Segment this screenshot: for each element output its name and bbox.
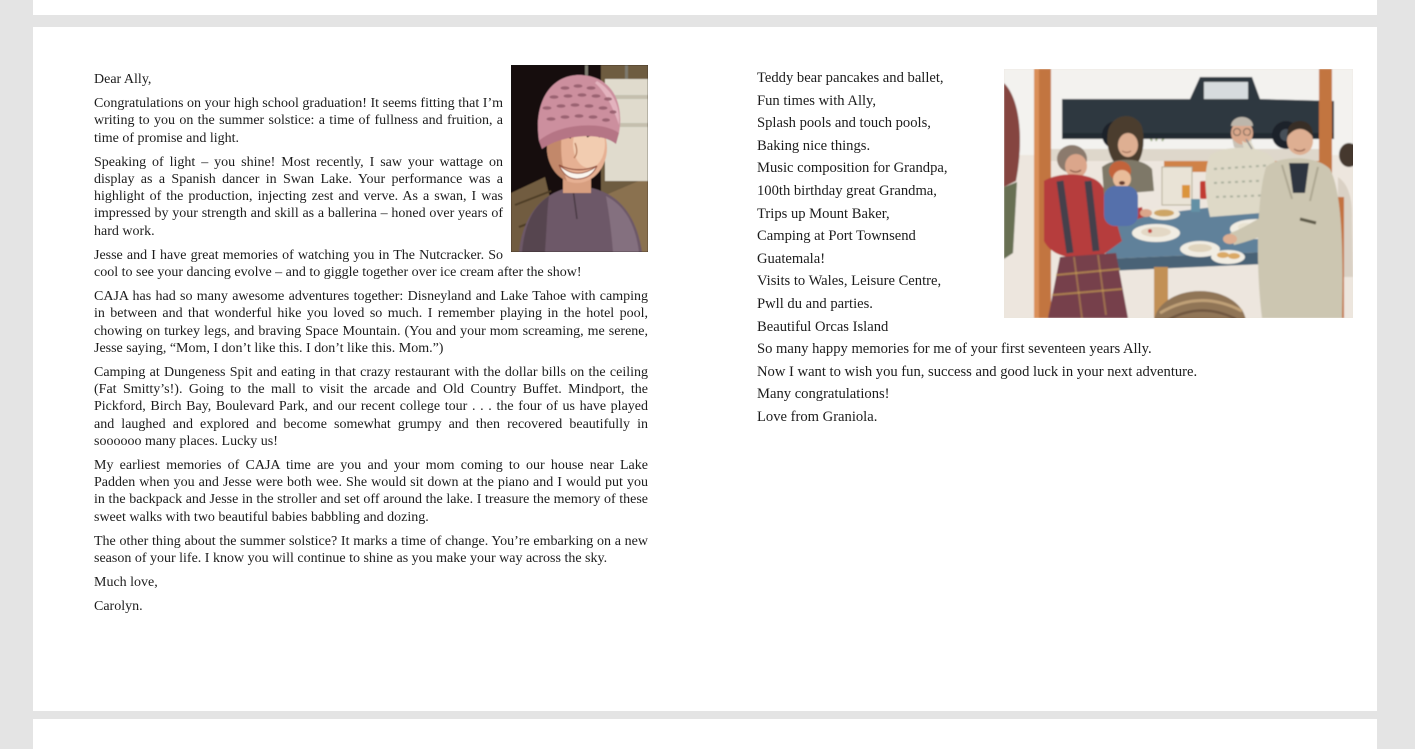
portrait-photo-image [511, 65, 648, 252]
letter-salutation: Dear Ally, [94, 72, 152, 87]
previous-page-edge [33, 0, 1377, 15]
book-spread [33, 27, 1377, 711]
memories-page [757, 67, 1353, 429]
poem-line: Fun times with Ally, [757, 92, 877, 109]
poem-line: Music composition for Grandpa, [757, 160, 948, 177]
letter-paragraph: CAJA has had so many awesome adventures together: Disneyland and Lake Tahoe with camping in between and that wonderful hike you loved so much. I remember playing in the hotel pool, chowing on turkey legs, and braving Space Mountain. (You and your mom screaming, me serene, Jesse saying, “Mom, I don’t like this. I don’t like this. Mom.”) [94, 289, 648, 356]
poem-line: Visits to Wales, Leisure Centre, [757, 273, 942, 290]
poem-line: Camping at Port Townsend [757, 228, 916, 245]
letter-signature: Carolyn. [94, 599, 143, 615]
poem-line: Splash pools and touch pools, [757, 115, 931, 132]
letter-paragraph: Camping at Dungeness Spit and eating in that crazy restaurant with the dollar bills on the ceiling (Fat Smitty’s!). Going to the mall to visit the arcade and Old Country Buffet. Mindport, the Pickford, Birch Bay, Boulevard Park, and our recent college tour . . . the four of us have played and laughed and explored and become somewhat grumpy and then recovered beautifully in soooooo many places. Lucky us! [94, 365, 648, 449]
letter-closing: Much love, [94, 575, 158, 591]
portrait-photo [511, 65, 648, 252]
poem-line: Baking nice things. [757, 137, 871, 154]
poem-line: Pwll du and parties. [757, 295, 873, 312]
poem-line: 100th birthday great Grandma, [757, 182, 937, 199]
letter-paragraph: Speaking of light – you shine! Most recently, I saw your wattage on display as a Spanish dancer in Swan Lake. Your performance was a highlight of the production, injecting zest and verve. As a swan, I was impressed by your strength and skill as a ballerina – honed over years of hard work. [94, 154, 503, 239]
poem-line: Beautiful Orcas Island [757, 318, 889, 335]
letter-page [94, 71, 648, 623]
letter-paragraph: The other thing about the summer solstice? It marks a time of change. You’re embarking on a new season of your life. I know you will continue to shine as you make your way across the sky. [94, 533, 648, 567]
poem-line: Guatemala! [757, 250, 826, 267]
family-photo-image [1004, 69, 1353, 318]
poem-line: Teddy bear pancakes and ballet, [757, 70, 944, 86]
poem-line: So many happy memories for me of your first seventeen years Ally. [757, 341, 1152, 358]
letter-paragraph: Jesse and I have great memories of watching you in The Nutcracker. So cool to see your dancing evolve – and to giggle together over ice cream after the show! [94, 247, 582, 281]
family-photo [1004, 69, 1353, 318]
poem-line: Now I want to wish you fun, success and good luck in your next adventure. [757, 363, 1198, 380]
next-page-edge [33, 719, 1377, 749]
letter-paragraph: My earliest memories of CAJA time are you and your mom coming to our house near Lake Padden when you and Jesse were both wee. She would sit down at the piano and I would put you in the backpack and Jesse in the stroller and set off around the lake. I treasure the memory of these sweet walks with two beautiful babies babbling and dozing. [94, 458, 648, 525]
poem-line: Trips up Mount Baker, [757, 205, 890, 222]
poem-line: Love from Graniola. [757, 408, 878, 425]
poem-line: Many congratulations! [757, 386, 890, 403]
letter-paragraph: Congratulations on your high school graduation! It seems fitting that I’m writing to you on the summer solstice: a time of fullness and fruition, a time of promise and light. [94, 96, 503, 146]
